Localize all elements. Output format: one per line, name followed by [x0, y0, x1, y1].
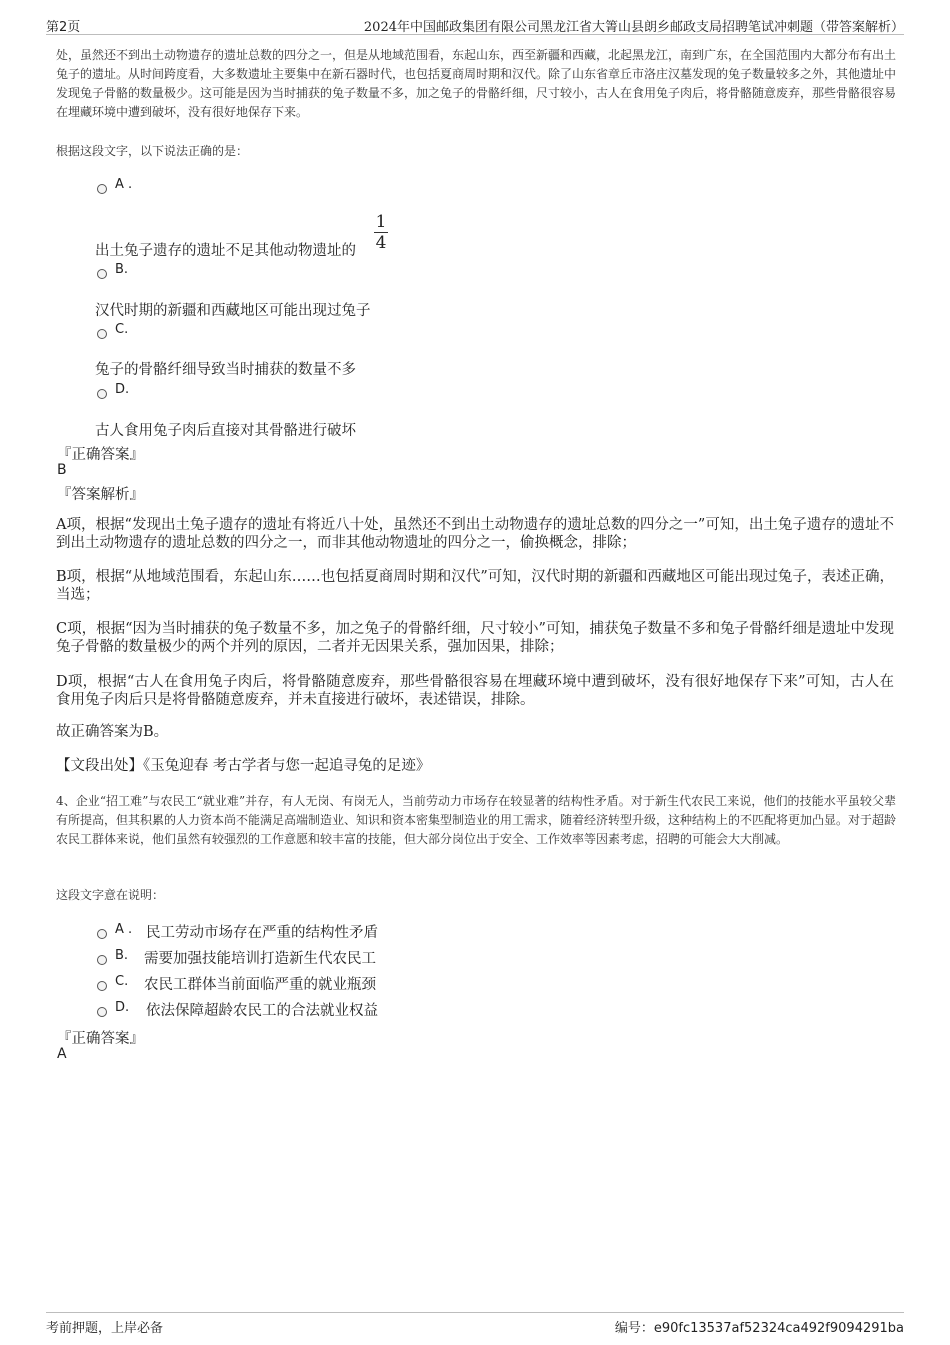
analysis-a: A项，根据“发现出土兔子遗存的遗址有将近八十处，虽然还不到出土动物遗存的遗址总数的四分之一”可知，出土兔子遗存的遗址不到出土动物遗存的遗址总数的四分之一，而非其他动物遗址的四分之一，偷换概念，排除；: [56, 517, 894, 551]
analysis-conclusion: 故正确答案为B。: [56, 724, 169, 740]
option-text: 依法保障超龄农民工的合法就业权益: [146, 1003, 378, 1019]
option-letter: A .: [115, 922, 133, 937]
q3-prompt: 根据这段文字，以下说法正确的是：: [56, 144, 249, 158]
radio-icon[interactable]: [97, 929, 107, 939]
q4-correct-answer: A: [57, 1046, 67, 1062]
option-text: 兔子的骨骼纤细导致当时捕获的数量不多: [95, 362, 356, 378]
radio-icon[interactable]: [97, 269, 107, 279]
document-code: [615, 1317, 904, 1336]
option-text: 出土兔子遗存的遗址不足其他动物遗址的: [95, 243, 356, 259]
page-header: [46, 14, 904, 35]
option-letter: C.: [115, 974, 129, 989]
analysis-b: B项，根据“从地域范围看，东起山东……也包括夏商周时期和汉代”可知，汉代时期的新疆和西藏地区可能出现过兔子，表述正确，当选；: [56, 569, 894, 603]
option-text: 民工劳动市场存在严重的结构性矛盾: [146, 925, 378, 941]
q4-prompt: 这段文字意在说明：: [56, 888, 165, 902]
fraction: [374, 212, 388, 253]
option-text: 需要加强技能培训打造新生代农民工: [144, 951, 376, 967]
radio-icon[interactable]: [97, 955, 107, 965]
correct-answer-label: 『正确答案』: [57, 447, 144, 463]
analysis-c: C项，根据“因为当时捕获的兔子数量不多，加之兔子的骨骼纤细，尺寸较小”可知，捕获兔子数量不多和兔子骨骼纤细是遗址中发现兔子骨骼的数量极少的两个并列的原因，二者并无因果关系，强加因果，排除；: [56, 621, 894, 655]
analysis-d: D项，根据“古人在食用兔子肉后，将骨骼随意废弃，那些骨骼很容易在埋藏环境中遭到破坏，没有很好地保存下来”可知，古人在食用兔子肉后只是将骨骼随意废弃，并未直接进行破坏，表述错误，排除。: [56, 674, 894, 708]
option-letter: D.: [115, 382, 130, 397]
option-text: 古人食用兔子肉后直接对其骨骼进行破坏: [95, 423, 356, 439]
option-letter: D.: [115, 1000, 130, 1015]
option-letter: C.: [115, 322, 129, 337]
q3-passage: 处，虽然还不到出土动物遗存的遗址总数的四分之一，但是从地域范围看，东起山东，西至新疆和西藏，北起黑龙江，南到广东，在全国范围内大都分布有出土兔子的遗址。从时间跨度看，大多数遗址主要集中在新石器时代，也包括夏商周时期和汉代。除了山东省章丘市洛庄汉墓发现的兔子数量较多之外，其他遗址中发现兔子骨骼的数量极少。这可能是因为当时捕获的兔子数量不多，加之兔子的骨骼纤细，尺寸较小，古人在食用兔子肉后，将骨骼随意废弃，那些骨骼很容易在埋藏环境中遭到破坏，没有很好地保存下来。: [56, 48, 897, 119]
radio-icon[interactable]: [97, 981, 107, 991]
option-text: 农民工群体当前面临严重的就业瓶颈: [144, 977, 376, 993]
radio-icon[interactable]: [97, 329, 107, 339]
code-label: 编号：: [614, 1321, 654, 1336]
footer-slogan: 考前押题，上岸必备: [46, 1321, 164, 1336]
code-value: e90fc13537af52324ca492f9094291ba: [653, 1321, 904, 1336]
option-letter: A .: [115, 177, 133, 192]
page-number: 第2页: [46, 20, 81, 35]
radio-icon[interactable]: [97, 1007, 107, 1017]
fraction-numerator: 1: [375, 212, 387, 232]
correct-answer: B: [57, 462, 67, 478]
radio-icon[interactable]: [97, 184, 107, 194]
radio-icon[interactable]: [97, 389, 107, 399]
passage-source: 【文段出处】《玉兔迎春 考古学者与您一起追寻兔的足迹》: [56, 758, 431, 774]
option-letter: B.: [115, 948, 129, 963]
fraction-denominator: 4: [375, 233, 387, 253]
option-text: 汉代时期的新疆和西藏地区可能出现过兔子: [95, 303, 371, 319]
option-letter: B.: [115, 262, 129, 277]
document-title: 2024年中国邮政集团有限公司黑龙江省大箐山县朗乡邮政支局招聘笔试冲刺题（带答案解析）: [363, 20, 904, 35]
analysis-label: 『答案解析』: [57, 487, 144, 503]
q4-correct-answer-label: 『正确答案』: [57, 1031, 144, 1047]
page-footer: [46, 1312, 904, 1335]
q4-passage: 4、企业“招工难”与农民工“就业难”并存，有人无岗、有岗无人，当前劳动力市场存在较显著的结构性矛盾。对于新生代农民工来说，他们的技能水平虽较父辈有所提高，但其积累的人力资本尚不能满足高端制造业、知识和资本密集型制造业的用工需求，随着经济转型升级，这种结构上的不匹配将更加凸显。对于超龄农民工群体来说，他们虽然有较强烈的工作意愿和较丰富的技能，但大部分岗位出于安全、工作效率等因素考虑，招聘的可能会大大削减。: [56, 794, 897, 846]
